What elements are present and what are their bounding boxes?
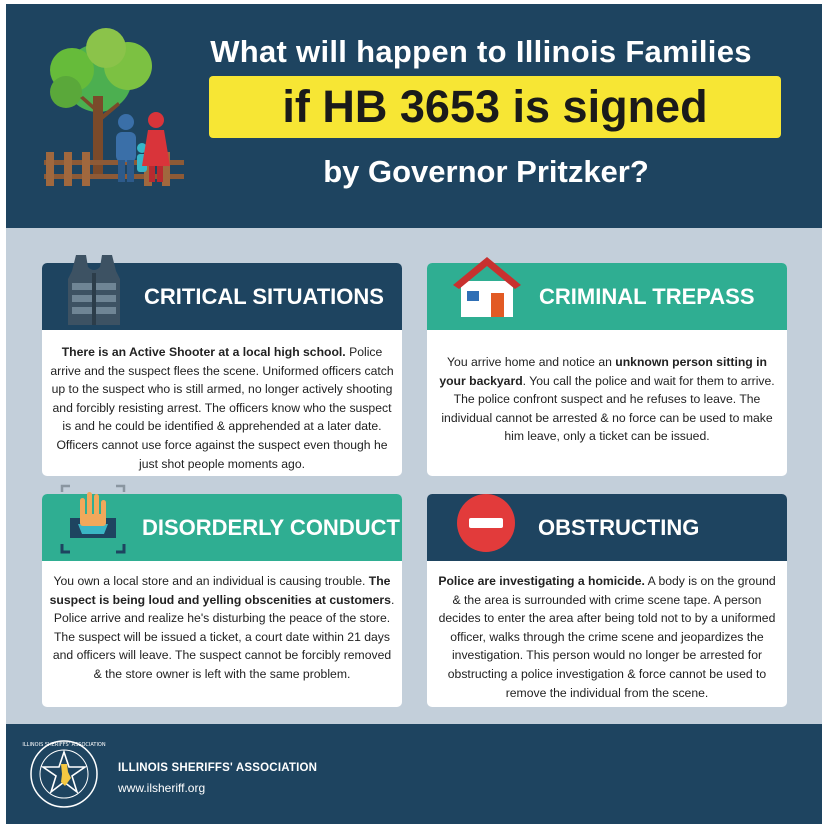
card-text <box>48 343 396 473</box>
card-text-bold: Police are investigating a homicide. <box>438 574 645 588</box>
card-text <box>48 572 396 684</box>
no-entry-icon <box>455 492 517 554</box>
card-text <box>433 572 781 702</box>
card-text-start: You own a local store and an individual is causing trouble. <box>53 574 369 588</box>
card-text-rest: Police arrive and the suspect flees the scene. Uniformed officers catch up to the suspect who is still armed, no longer actively shooting and forcibly resisting arrest. The officers know who the suspect is and he could be identified & apprehended at a later date. Officers cannot use force against the suspect even though he just shot people moments ago. <box>50 345 394 471</box>
card-title: OBSTRUCTING <box>538 515 700 540</box>
infographic <box>6 4 822 824</box>
card-text-rest: A body is on the ground & the area is surrounded with crime scene tape. A person decides to enter the area after being told not to by a uniformed officer, walks through the crime scene and jeopardizes the investigation. This person would no longer be arrested for obstructing a police investigation & force cannot be used to remove the individual from the scene. <box>438 574 776 700</box>
card-critical-situations <box>42 263 402 476</box>
card-title: DISORDERLY CONDUCT <box>142 515 400 540</box>
card-text-rest: . Police arrive and realize he's disturbing the peace of the store. The suspect will be issued a ticket, a court date within 21 days and officers will leave. The suspect cannot be forcibly removed & the store owner is left with the same problem. <box>52 592 395 681</box>
card-title: CRITICAL SITUATIONS <box>144 284 384 309</box>
card-disorderly-conduct <box>42 494 402 707</box>
card-text <box>433 353 781 446</box>
card-text-rest: . You call the police and wait for them to arrive. The police confront suspect and he refuses to leave. The individual cannot be arrested & no force can be used to make him leave, only a ticket can be issued. <box>441 373 775 444</box>
title-line-3: by Governor Pritzker? <box>323 154 649 189</box>
header <box>6 4 822 228</box>
card-text-bold: unknown person sitting in your backyard <box>439 355 767 388</box>
title-line-1: What will happen to Illinois Families <box>210 34 752 69</box>
house-icon <box>451 253 523 319</box>
hand-icon <box>58 484 128 560</box>
seal-text: ILLINOIS SHERIFFS' ASSOCIATION <box>22 742 106 748</box>
card-text-bold: There is an Active Shooter at a local high school. <box>61 345 346 359</box>
card-text-start: You arrive home and notice an <box>447 355 616 369</box>
card-title: CRIMINAL TREPASS <box>539 284 755 309</box>
card-text-bold: The suspect is being loud and yelling obscenities at customers <box>49 574 391 607</box>
footer <box>6 724 822 824</box>
website-link[interactable]: www.ilsheriff.org <box>118 781 206 795</box>
organization-name: ILLINOIS SHERIFFS' ASSOCIATION <box>118 762 318 774</box>
sheriff-star-icon <box>22 738 106 810</box>
tree-family-icon <box>36 26 186 196</box>
card-criminal-trespass <box>427 263 787 476</box>
card-obstructing <box>427 494 787 707</box>
title-line-2: if HB 3653 is signed <box>282 81 708 132</box>
vest-icon <box>62 249 126 329</box>
